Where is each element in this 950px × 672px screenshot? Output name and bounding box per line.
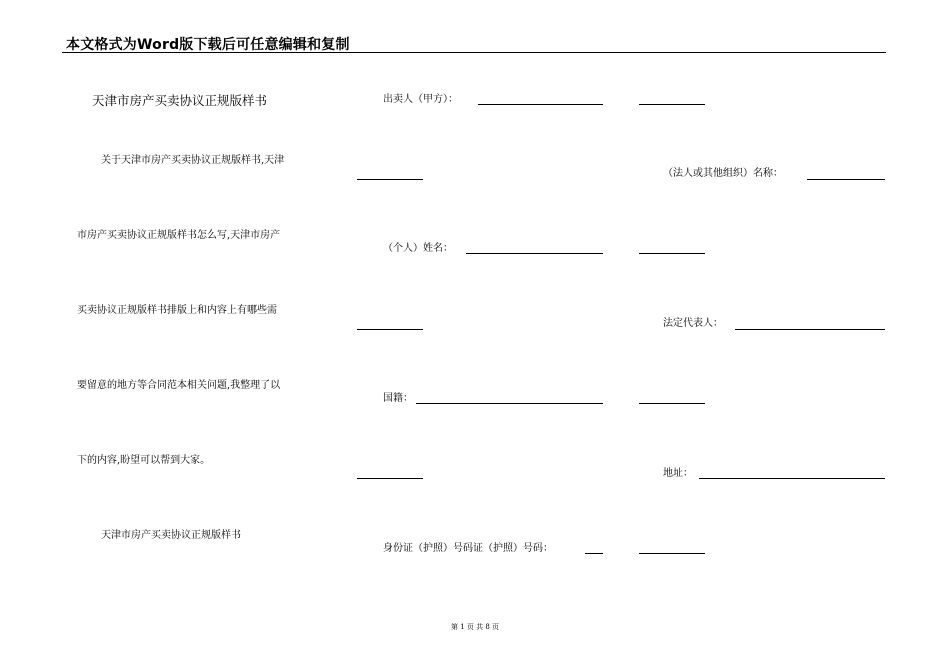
blank-line — [357, 179, 423, 180]
nationality-blank — [416, 403, 603, 404]
legal-rep-label: 法定代表人： — [663, 318, 723, 329]
document-title: 天津市房产买卖协议正规版样书 — [92, 93, 268, 108]
document-subtitle: 天津市房产买卖协议正规版样书 — [101, 530, 241, 541]
nationality-label: 国籍： — [383, 393, 413, 404]
blank-line — [357, 478, 423, 479]
person-name-blank-continued — [639, 253, 705, 254]
legal-rep-blank — [735, 329, 885, 330]
entity-name-label: （法人或其他组织）名称： — [663, 168, 783, 179]
intro-line-3: 买卖协议正规版样书排版上和内容上有哪些需 — [77, 305, 277, 316]
person-name-blank — [466, 253, 603, 254]
id-number-blank — [585, 553, 603, 554]
id-number-blank-continued — [639, 553, 705, 554]
entity-name-blank — [807, 179, 885, 180]
intro-line-2: 市房产买卖协议正规版样书怎么写,天津市房产 — [77, 230, 281, 241]
address-blank — [699, 478, 885, 479]
header-title: 本文格式为Word版下载后可任意编辑和复制 — [66, 37, 350, 53]
page-number: 第 1 页 共 8 页 — [450, 623, 500, 631]
nationality-blank-continued — [639, 403, 705, 404]
address-label: 地址： — [663, 468, 693, 479]
header-divider — [62, 52, 886, 53]
intro-line-5: 下的内容,盼望可以帮到大家。 — [77, 455, 211, 466]
seller-label: 出卖人（甲方）： — [383, 94, 458, 105]
intro-line-4: 要留意的地方等合同范本相关问题,我整理了以 — [77, 380, 281, 391]
seller-blank — [478, 104, 603, 105]
id-number-label: 身份证（护照）号码证（护照）号码： — [383, 543, 553, 554]
blank-line — [357, 329, 423, 330]
person-name-label: （个人）姓名： — [383, 243, 453, 254]
seller-blank-continued — [639, 104, 705, 105]
intro-line-1: 关于天津市房产买卖协议正规版样书,天津 — [101, 155, 285, 166]
